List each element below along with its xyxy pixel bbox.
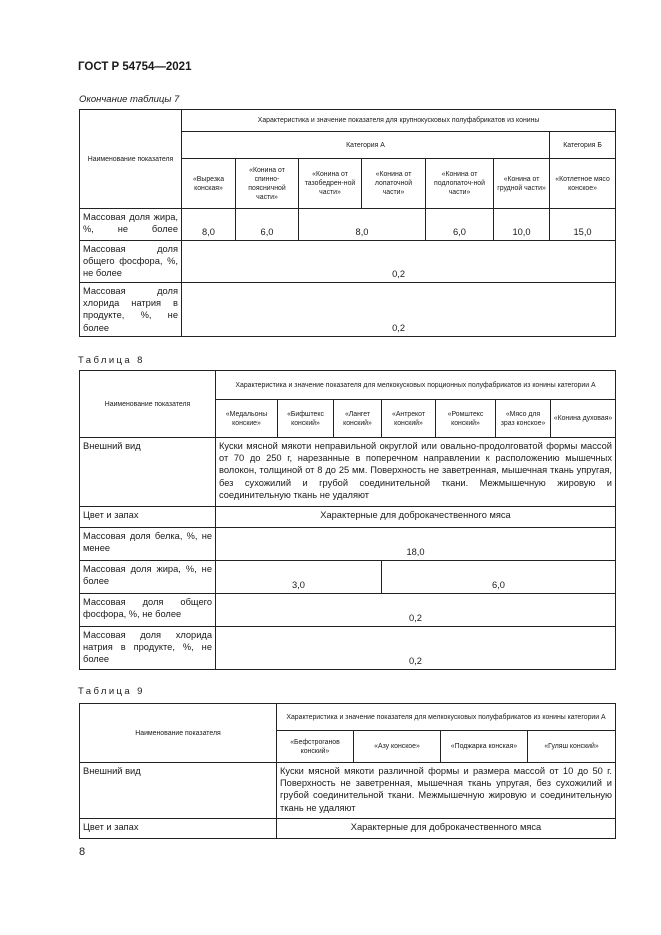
table-8 (79, 370, 616, 670)
t8-col-header: «Мясо для зраз конское» (496, 400, 551, 438)
t7-col-header: «Конина от грудной части» (494, 159, 550, 209)
table9-label: Таблица 9 (78, 686, 145, 697)
t9-row-label: Цвет и запах (80, 819, 277, 839)
t8-cell: Характерные для доброкачественного мяса (216, 507, 616, 528)
t7-category-a: Категория А (182, 132, 550, 159)
t8-cell: 18,0 (216, 528, 616, 561)
table7-continuation-label: Окончание таблицы 7 (79, 94, 180, 105)
t8-row-label: Массовая доля белка, %, не менее (80, 528, 216, 561)
t9-name-header: Наименование показателя (80, 704, 277, 763)
t7-cell: 0,2 (182, 241, 616, 283)
t8-row-label: Цвет и запах (80, 507, 216, 528)
t9-row-label: Внешний вид (80, 763, 277, 819)
t7-cell: 8,0 (182, 209, 236, 241)
t7-cell: 6,0 (426, 209, 494, 241)
t9-cell: Характерные для доброкачественного мяса (277, 819, 616, 839)
t8-row-label: Массовая доля жира, %, не более (80, 561, 216, 594)
t8-col-header: «Бифштекс конский» (278, 400, 334, 438)
t7-cell: 6,0 (236, 209, 299, 241)
t8-row-label: Внешний вид (80, 438, 216, 507)
t8-cell: 6,0 (382, 561, 616, 594)
t9-col-header: «Бефстроганов конский» (277, 731, 354, 763)
t8-col-header: «Антрекот конский» (382, 400, 436, 438)
t7-row-label: Массовая доля хлорида натрия в продукте, %, не более (80, 283, 182, 337)
t7-col-header: «Вырезка конская» (182, 159, 236, 209)
t7-cell: 10,0 (494, 209, 550, 241)
t7-col-header: «Конина от тазобедрен-ной части» (299, 159, 362, 209)
page-number: 8 (79, 846, 86, 858)
t8-name-header: Наименование показателя (80, 371, 216, 438)
table-7 (79, 109, 616, 337)
t7-row-label: Массовая доля общего фосфора, %, не более (80, 241, 182, 283)
t8-col-header: «Медальоны конские» (216, 400, 278, 438)
t8-group-header: Характеристика и значение показателя для мелкокусковых порционных полуфабрикатов из конины категории А (216, 371, 616, 400)
t9-col-header: «Гуляш конский» (528, 731, 616, 763)
t8-col-header: «Ромштекс конский» (436, 400, 496, 438)
t7-cell: 0,2 (182, 283, 616, 337)
t8-cell: 0,2 (216, 627, 616, 670)
t7-cell: 15,0 (550, 209, 616, 241)
t7-category-b: Категория Б (550, 132, 616, 159)
t7-group-header: Характеристика и значение показателя для крупнокусковых полуфабрикатов из конины (182, 110, 616, 132)
table-9 (79, 703, 616, 839)
t7-col-header: «Конина от лопаточной части» (362, 159, 426, 209)
t8-col-header: «Конина духовая» (551, 400, 616, 438)
t7-name-header: Наименование показателя (80, 110, 182, 209)
t9-group-header: Характеристика и значение показателя для мелкокусковых полуфабрикатов из конины категории А (277, 704, 616, 731)
t7-col-header: «Конина от подлопаточ-ной части» (426, 159, 494, 209)
t7-cell: 8,0 (299, 209, 426, 241)
t9-col-header: «Поджарка конская» (441, 731, 528, 763)
t8-appearance-text: Куски мясной мякоти неправильной округлой или овально-продолговатой формы массой от 70 до 250 г, нарезанные в поперечном направлении к расположению мышечных волокон, толщиной от 8 до 25 мм. Поверхность не заветренная, мышечная ткань упругая, без сухожилий и грубой соединительной ткани. Межмышечную жировую и соединительную ткань не удаляют (216, 438, 616, 507)
t8-row-label: Массовая доля общего фосфора, %, не более (80, 594, 216, 627)
document-code: ГОСТ Р 54754—2021 (78, 61, 192, 73)
t7-row-label: Массовая доля жира, %, не более (80, 209, 182, 241)
t8-cell: 3,0 (216, 561, 382, 594)
t7-col-header: «Котлетное мясо конское» (550, 159, 616, 209)
t7-col-header: «Конина от спинно-поясничной части» (236, 159, 299, 209)
table8-label: Таблица 8 (78, 355, 145, 366)
t9-col-header: «Азу конское» (354, 731, 441, 763)
t8-cell: 0,2 (216, 594, 616, 627)
t8-col-header: «Лангет конский» (334, 400, 382, 438)
t9-appearance-text: Куски мясной мякоти различной формы и размера массой от 10 до 50 г. Поверхность не заветренная, мышечная ткань упругая, без сухожилий и грубой соединительной ткани. Межмышечную жировую и соединительную ткань не удаляют (277, 763, 616, 819)
t8-row-label: Массовая доля хлорида натрия в продукте, %, не более (80, 627, 216, 670)
